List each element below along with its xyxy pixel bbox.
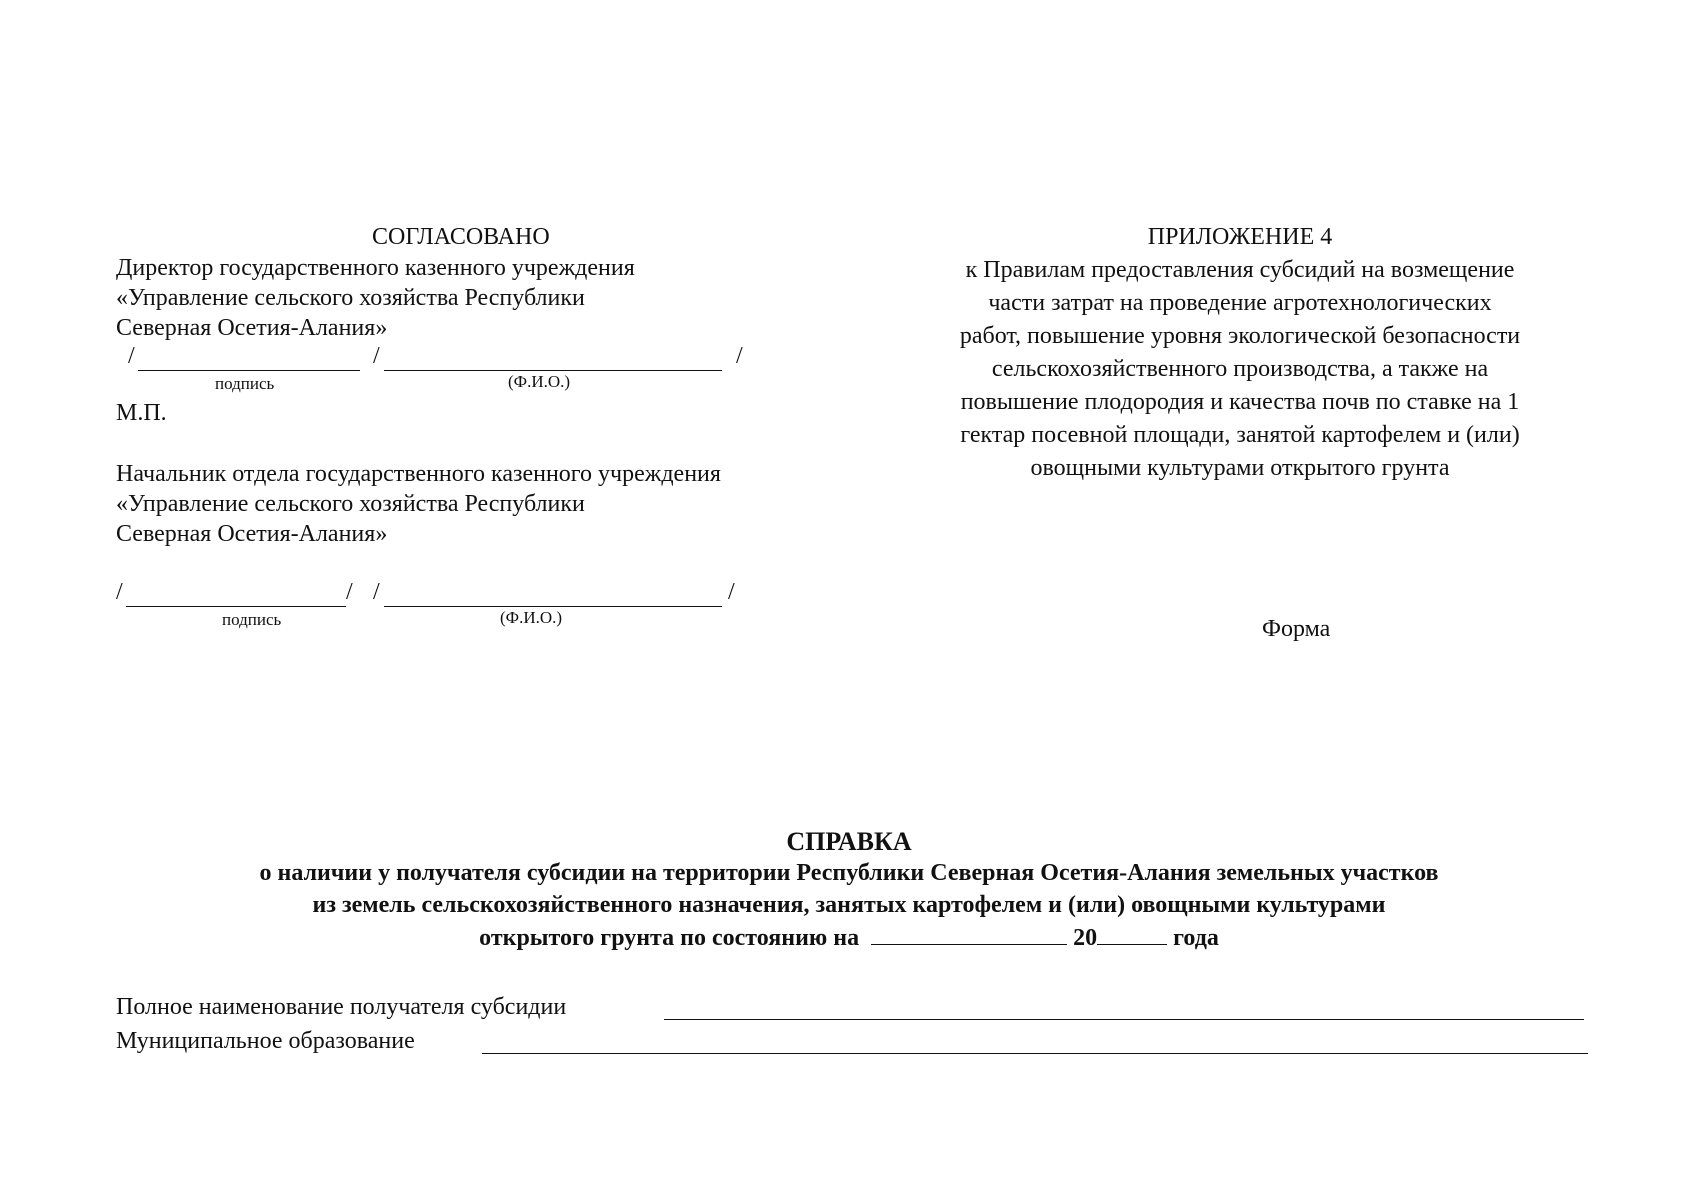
- municipality-blank[interactable]: [482, 1053, 1588, 1054]
- approval-heading: СОГЛАСОВАНО: [372, 224, 550, 250]
- chief-line-1: Начальник отдела государственного казенного учреждения: [116, 461, 721, 487]
- date-suffix: года: [1173, 925, 1219, 951]
- chief-line-2: «Управление сельского хозяйства Республики: [116, 491, 585, 517]
- director-sign-caption: подпись: [215, 374, 275, 393]
- year-prefix: 20: [1073, 925, 1098, 951]
- certificate-subtitle-line-2: из земель сельскохозяйственного назначения, занятых картофелем и (или) овощными культурами: [312, 892, 1386, 918]
- certificate-subtitle-line-3: [100, 922, 1598, 953]
- director-line-2: «Управление сельского хозяйства Республики: [116, 285, 585, 311]
- certificate-title: СПРАВКА: [786, 827, 912, 856]
- chief-line-3: Северная Осетия-Алания»: [116, 521, 388, 547]
- director-line-1: Директор государственного казенного учреждения: [116, 255, 635, 281]
- appendix-line-3: работ, повышение уровня экологической безопасности: [959, 323, 1521, 349]
- stamp-label: М.П.: [116, 400, 167, 426]
- appendix-line-6: гектар посевной площади, занятой картофелем и (или): [960, 422, 1520, 448]
- chief-fio-caption: (Ф.И.О.): [500, 608, 563, 627]
- director-line-3: Северная Осетия-Алания»: [116, 315, 388, 341]
- appendix-line-7: овощными культурами открытого грунта: [1030, 455, 1450, 481]
- appendix-line-5: повышение плодородия и качества почв по ставке на 1: [960, 389, 1520, 415]
- date-prefix: открытого грунта по состоянию на: [479, 925, 860, 951]
- municipality-label: Муниципальное образование: [116, 1028, 415, 1054]
- appendix-line-2: части затрат на проведение агротехнологических: [988, 290, 1492, 316]
- director-fio-caption: (Ф.И.О.): [508, 372, 571, 391]
- appendix-line-4: сельскохозяйственного производства, а также на: [991, 356, 1489, 382]
- chief-sign-caption: подпись: [222, 610, 282, 629]
- certificate-subtitle-line-1: о наличии у получателя субсидии на территории Республики Северная Осетия-Алания земельных участков: [259, 860, 1439, 886]
- certificate-title-block: [100, 826, 1598, 953]
- year-blank[interactable]: [1097, 922, 1167, 945]
- appendix-line-1: к Правилам предоставления субсидий на возмещение: [965, 257, 1515, 283]
- recipient-blank[interactable]: [664, 1019, 1584, 1020]
- appendix-heading: ПРИЛОЖЕНИЕ 4: [1147, 224, 1333, 250]
- appendix-block: [900, 222, 1580, 483]
- date-blank[interactable]: [871, 922, 1067, 945]
- recipient-label: Полное наименование получателя субсидии: [116, 994, 567, 1020]
- form-label: Форма: [1262, 616, 1331, 642]
